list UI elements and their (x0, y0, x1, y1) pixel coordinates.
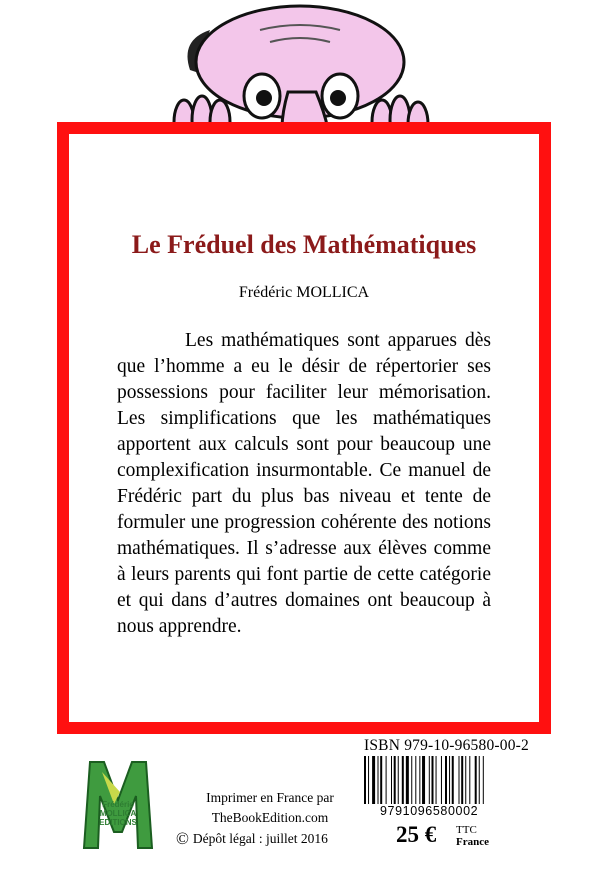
printer-line2: TheBookEdition.com (211, 810, 329, 825)
price-country: France (456, 836, 489, 848)
price-tax (456, 824, 489, 848)
printer-line1: Imprimer en France par (206, 790, 334, 805)
book-blurb: Les mathématiques sont apparues dès que l’homme a eu le désir de répertorier ses possessions pour faciliter leur mémorisation. Les simplifications que les mathématiques apportent aux calculs sont pour beaucoup une complexification insurmontable. Ce manuel de Frédéric part du plus bas niveau et tente de formuler une progression cohérente des notions mathématiques. Il s’adresse aux élèves comme à leurs parents qui font partie de cette catégorie et qui dans d’autres domaines ont beaucoup à nous apprendre. (117, 330, 491, 637)
printer-info (196, 788, 344, 828)
copyright-icon: © (176, 829, 189, 848)
isbn-label: ISBN 979-10-96580-00-2 (364, 737, 529, 754)
price-tax-label: TTC (456, 824, 477, 836)
legal-text: Dépôt légal : juillet 2016 (192, 831, 328, 846)
barcode-number: 9791096580002 (380, 804, 479, 818)
cover-frame (57, 122, 551, 734)
price-amount: 25 € (396, 822, 437, 847)
book-title: Le Fréduel des Mathématiques (131, 230, 477, 259)
publisher-logo-text: Frédéric MOLLICA EDITIONS (99, 800, 137, 827)
book-author: Frédéric MOLLICA (238, 284, 370, 301)
barcode-icon (362, 756, 522, 809)
legal-deposit (176, 828, 328, 848)
